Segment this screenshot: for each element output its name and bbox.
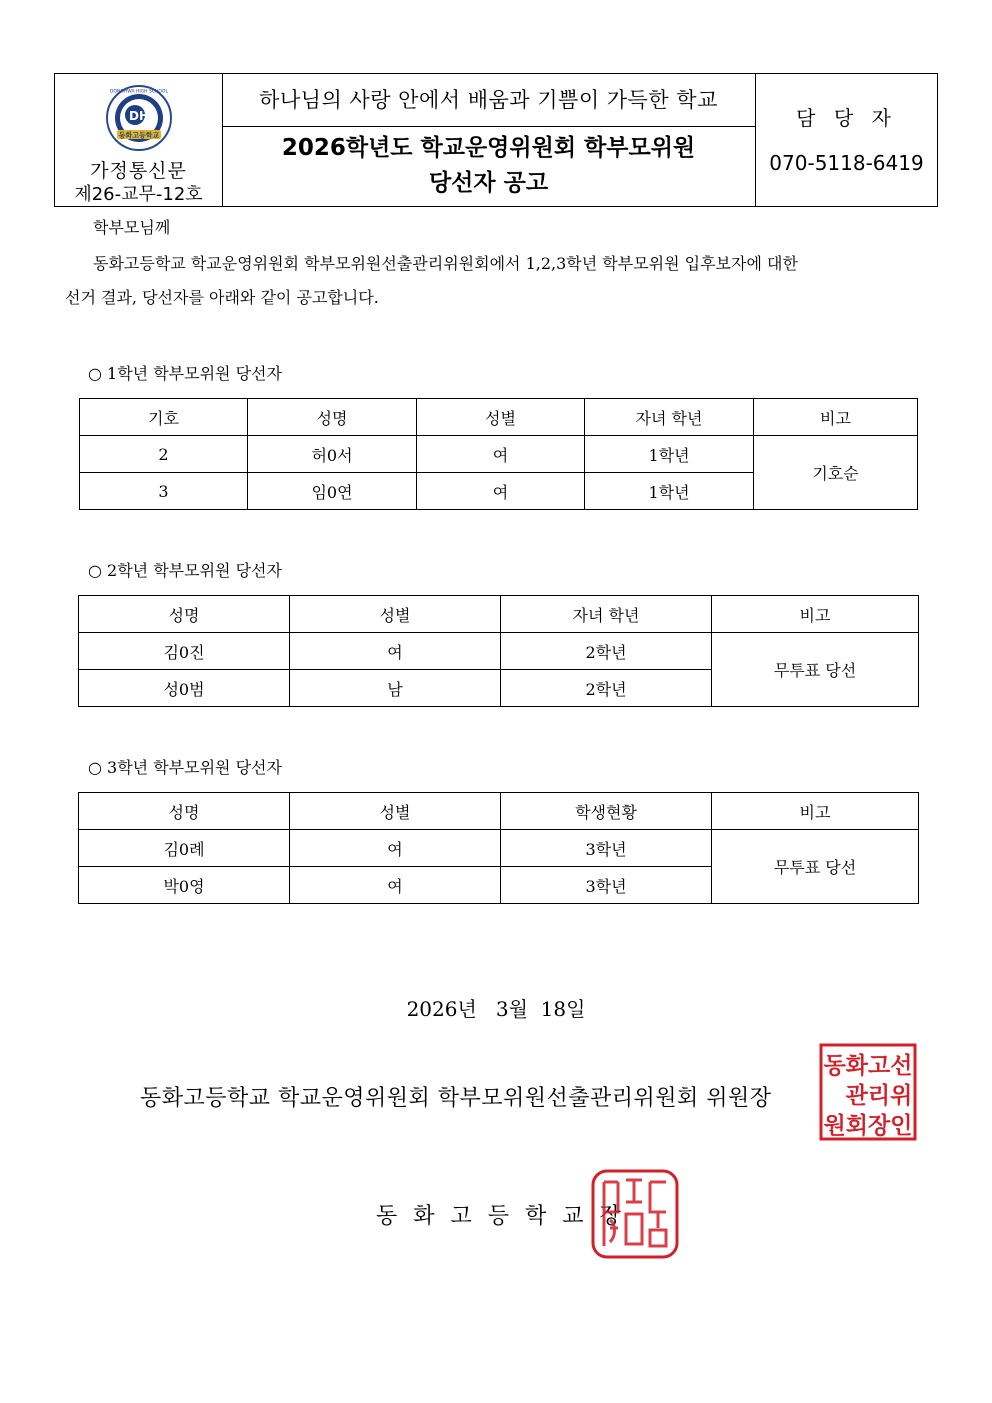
- svg-text:동화고등학교: 동화고등학교: [118, 131, 160, 140]
- page-title: [222, 127, 755, 206]
- contact-label: 담 당 자: [796, 106, 897, 130]
- header-box: [54, 73, 938, 207]
- cell-gender: 여: [417, 473, 585, 510]
- svg-text:DONGHWA HIGH SCHOOL: DONGHWA HIGH SCHOOL: [110, 89, 168, 95]
- cell-grade: 1학년: [585, 473, 754, 510]
- header-doc-cell: [55, 74, 223, 206]
- committee-signature: 동화고등학교 학교운영위원회 학부모위원선출관리위원회 위원장: [140, 1086, 772, 1111]
- col-header: 성별: [290, 596, 501, 633]
- cell-note: 무투표 당선: [712, 633, 919, 707]
- school-emblem-icon: [105, 84, 173, 152]
- cell-name: 허0서: [248, 436, 417, 473]
- cell-grade: 2학년: [501, 633, 712, 670]
- grade1-heading: ○ 1학년 학부모위원 당선자: [88, 364, 282, 383]
- table-header-row: [79, 596, 919, 633]
- cell-gender: 남: [290, 670, 501, 707]
- cell-grade: 1학년: [585, 436, 754, 473]
- grade3-heading: ○ 3학년 학부모위원 당선자: [88, 758, 282, 777]
- principal-signature: 동화고등학교장: [376, 1204, 637, 1229]
- doc-number: 제26-교무-12호: [74, 184, 203, 205]
- cell-gender: 여: [290, 830, 501, 867]
- table-row: [79, 633, 919, 670]
- cell-name: 박0영: [79, 867, 290, 904]
- cell-name: 김0진: [79, 633, 290, 670]
- header-title-cell: [222, 74, 756, 206]
- doc-type: 가정통신문: [90, 160, 187, 182]
- grade2-table: [78, 595, 919, 707]
- title-line-1: 2026학년도 학교운영위원회 학부모위원: [281, 135, 696, 161]
- col-header: 비고: [754, 399, 918, 436]
- cell-name: 김0례: [79, 830, 290, 867]
- intro-line-2: 선거 결과, 당선자를 아래와 같이 공고합니다.: [65, 288, 379, 307]
- cell-name: 성0범: [79, 670, 290, 707]
- col-header: 자녀 학년: [501, 596, 712, 633]
- cell-note: 무투표 당선: [712, 830, 919, 904]
- cell-grade: 2학년: [501, 670, 712, 707]
- col-header: 성명: [79, 793, 290, 830]
- principal-seal-icon: [590, 1168, 680, 1260]
- intro-line-1: 동화고등학교 학교운영위원회 학부모위원선출관리위원회에서 1,2,3학년 학부모위원 입후보자에 대한: [93, 254, 798, 273]
- issue-date: 2026년 3월 18일: [406, 997, 586, 1021]
- grade1-table: [79, 398, 918, 510]
- col-header: 성별: [417, 399, 585, 436]
- col-header: 비고: [712, 596, 919, 633]
- svg-text:원회장인: 원회장인: [823, 1113, 913, 1139]
- col-header: 학생현황: [501, 793, 712, 830]
- svg-text:DH: DH: [128, 109, 150, 123]
- col-header: 성명: [79, 596, 290, 633]
- table-header-row: [80, 399, 918, 436]
- table-row: [79, 830, 919, 867]
- col-header: 비고: [712, 793, 919, 830]
- committee-seal-icon: [819, 1043, 917, 1141]
- cell-no: 2: [80, 436, 248, 473]
- greeting: 학부모님께: [93, 218, 171, 237]
- table-row: [80, 436, 918, 473]
- contact-phone: 070-5118-6419: [769, 151, 924, 175]
- school-slogan: 하나님의 사랑 안에서 배움과 기쁨이 가득한 학교: [222, 74, 755, 127]
- grade3-table: [78, 792, 919, 904]
- title-line-2: 당선자 공고: [428, 170, 549, 196]
- col-header: 성명: [248, 399, 417, 436]
- cell-grade: 3학년: [501, 830, 712, 867]
- cell-grade: 3학년: [501, 867, 712, 904]
- svg-text:동화고선: 동화고선: [823, 1053, 913, 1079]
- grade2-heading: ○ 2학년 학부모위원 당선자: [88, 561, 282, 580]
- svg-text:관리위: 관리위: [845, 1083, 913, 1109]
- col-header: 기호: [80, 399, 248, 436]
- col-header: 성별: [290, 793, 501, 830]
- cell-note: 기호순: [754, 436, 918, 510]
- cell-name: 임0연: [248, 473, 417, 510]
- header-contact-cell: [756, 74, 937, 206]
- table-header-row: [79, 793, 919, 830]
- cell-gender: 여: [290, 867, 501, 904]
- col-header: 자녀 학년: [585, 399, 754, 436]
- cell-gender: 여: [417, 436, 585, 473]
- cell-gender: 여: [290, 633, 501, 670]
- cell-no: 3: [80, 473, 248, 510]
